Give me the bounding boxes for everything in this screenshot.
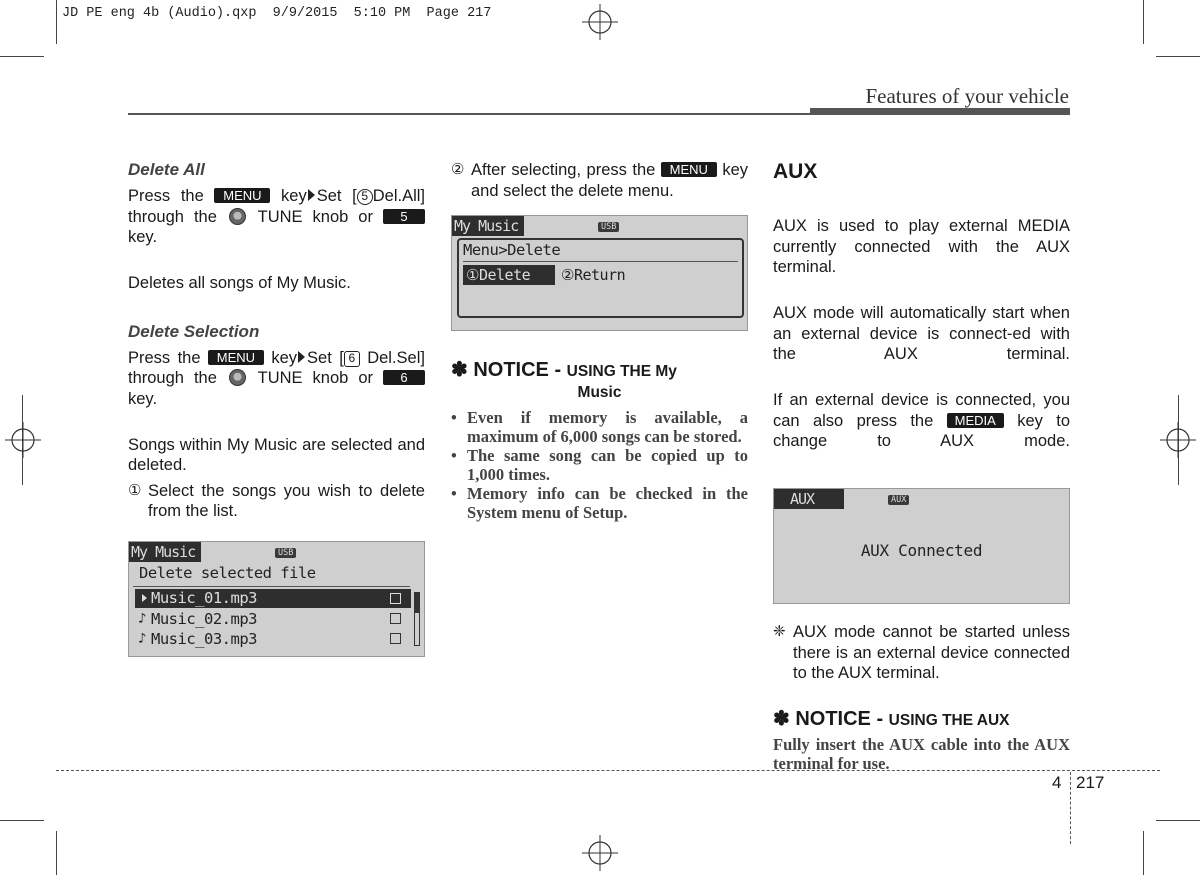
running-header: Features of your vehicle: [865, 84, 1069, 108]
crop-mark: [0, 820, 44, 821]
aux-connected-message: AUX Connected: [860, 541, 983, 560]
play-icon: [142, 594, 147, 602]
printer-slug: JD PE eng 4b (Audio).qxp 9/9/2015 5:10 PM Page 217: [62, 6, 492, 21]
crop-mark: [56, 0, 57, 44]
notice-body: Fully insert the AUX cable into the AUX terminal for use.: [773, 734, 1070, 773]
delete-all-heading: Delete All: [128, 160, 205, 179]
scrollbar-thumb: [415, 593, 419, 614]
crop-mark: [1143, 831, 1144, 875]
registration-mark-left: [5, 422, 41, 458]
file-row: [135, 609, 411, 629]
notice-bullet: • The same song can be copied up to 1,000 times.: [451, 446, 748, 484]
step-1: ① Select the songs you wish to delete from the list.: [128, 481, 425, 520]
registration-mark-bottom: [582, 835, 618, 871]
notice-heading-line2: Music: [577, 384, 622, 401]
menu-path: Menu>Delete: [463, 241, 561, 259]
scrollbar: [414, 592, 420, 646]
file-row: [135, 629, 411, 649]
arrow-right-icon: [308, 189, 315, 201]
footer-divider: [1070, 772, 1071, 844]
page-number: 217: [1076, 773, 1105, 792]
arrow-right-icon: [298, 351, 305, 363]
delete-all-instructions: Press the MENU key Set [ 5 Del.All] through the TUNE knob or 5 key.: [128, 187, 425, 246]
registration-mark-right: [1160, 422, 1196, 458]
usb-badge: USB: [598, 222, 619, 232]
squared-6-icon: 6: [344, 351, 360, 367]
screen-delete-selected-file: [128, 541, 425, 657]
tune-knob-icon: [229, 208, 246, 225]
music-note-icon: ♪: [138, 610, 146, 627]
menu-key-icon: MENU: [208, 350, 264, 365]
aux-paragraph-3: If an external device is connected, you can also press the MEDIA key to change to AUX mode.: [773, 391, 1070, 450]
delete-selection-heading: Delete Selection: [128, 321, 260, 341]
music-note-icon: ♪: [138, 630, 146, 647]
usb-badge: USB: [275, 548, 296, 558]
checkbox: [390, 613, 401, 624]
file-name: Music_03.mp3: [151, 629, 257, 648]
screen-aux: [773, 488, 1070, 604]
key-6-icon: 6: [383, 370, 425, 385]
aux-badge: AUX: [888, 495, 909, 505]
notice-star-icon: ✽: [773, 707, 790, 730]
menu-key-icon: MENU: [214, 188, 270, 203]
menu-divider: [463, 261, 738, 262]
crop-mark: [1156, 56, 1200, 57]
checkbox: [390, 633, 401, 644]
screen-title: My Music: [129, 542, 201, 562]
note-mark-icon: ❈: [773, 623, 786, 640]
crop-mark: [0, 56, 44, 57]
crop-mark: [1143, 0, 1144, 44]
screen-menu-delete: [451, 215, 748, 331]
menu-key-icon: MENU: [661, 162, 717, 177]
delete-all-description: Deletes all songs of My Music.: [128, 274, 351, 292]
checkbox: [390, 593, 401, 604]
crop-mark: [1156, 820, 1200, 821]
media-key-icon: MEDIA: [947, 413, 1004, 428]
notice-bullet: • Even if memory is available, a maximum of 6,000 songs can be stored.: [451, 408, 748, 446]
notice-star-icon: ✽: [451, 359, 468, 381]
step-2: ② After selecting, press the MENU key and select the delete menu.: [451, 161, 748, 200]
notice-heading: ✽ NOTICE - USING THE My: [451, 359, 677, 381]
column-left: [128, 160, 425, 657]
key-5-icon: 5: [383, 209, 425, 224]
aux-paragraph-2: AUX mode will automatically start when an external device is connect-ed with the AUX terminal.: [773, 304, 1070, 363]
column-right: [773, 160, 1070, 774]
option-return: ②Return: [561, 266, 626, 284]
footer-rule: [56, 770, 1160, 771]
aux-paragraph-1: AUX is used to play external MEDIA currently connected with the AUX terminal.: [773, 217, 1070, 276]
file-name: Music_01.mp3: [151, 588, 257, 607]
aux-note: ❈ AUX mode cannot be started unless there is an external device connected to the AUX terminal.: [773, 623, 1070, 682]
chapter-number: 4: [1052, 773, 1062, 792]
registration-mark-top: [582, 4, 618, 40]
delete-selection-instructions: Press the MENU key Set [ 6 Del.Sel] through the TUNE knob or 6 key.: [128, 348, 425, 408]
notice-bullet: • Memory info can be checked in the System menu of Setup.: [451, 484, 748, 522]
header-bar: [810, 108, 1070, 115]
menu-dialog: [457, 238, 744, 318]
delete-selection-description: Songs within My Music are selected and deleted.: [128, 435, 425, 474]
crop-mark: [56, 831, 57, 875]
screen-subtitle: Delete selected file: [139, 563, 316, 582]
screen-title: AUX: [774, 489, 844, 509]
file-name: Music_02.mp3: [151, 609, 257, 628]
file-row-selected: [135, 589, 411, 608]
column-middle: [451, 160, 748, 522]
screen-title: My Music: [452, 216, 524, 236]
option-delete: ①Delete: [463, 265, 555, 285]
aux-heading: AUX: [773, 160, 818, 183]
notice-heading: ✽ NOTICE - USING THE AUX: [773, 707, 1010, 730]
circled-5-icon: 5: [357, 189, 373, 205]
screen-divider: [133, 586, 410, 587]
tune-knob-icon: [229, 369, 246, 386]
